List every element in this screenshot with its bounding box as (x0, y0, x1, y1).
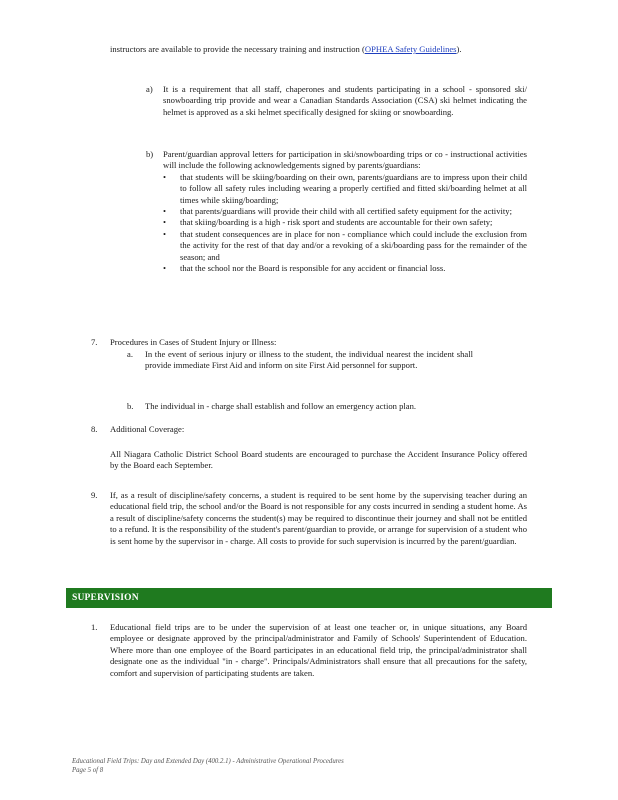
approval-letters-text: Parent/guardian approval letters for participation in ski/snowboarding trips or co - instructional activities will include the following acknowledgements signed by parents/guardians: (163, 149, 527, 171)
coverage-title: Additional Coverage: (110, 424, 185, 434)
supervision-text: Educational field trips are to be under the supervision of at least one teacher or, in unique situations, any Board employee or designate approved by the principal/administrator and Family of Schools' Superintendent of Education. Where more than one employee of the Board participates in an educational field trip, the principal/administrator shall designate one as the individual "in - charge". Principals/Administrators shall ensure that all precautions for the safety, comfort and supervision of participating students are taken. (110, 622, 527, 678)
intro-text-end: ). (456, 44, 462, 54)
approval-letters-block (163, 149, 527, 274)
footer-document-title: Educational Field Trips: Day and Extended Day (400.2.1) - Administrative Operational Procedures (72, 758, 344, 765)
procedures-a-marker: a. (127, 349, 133, 359)
item-b-marker: b) (146, 149, 154, 159)
list-item: • that skiing/boarding is a high - risk sport and students are accountable for their own safety; (163, 217, 527, 228)
list-item: • that the school nor the Board is responsible for any accident or financial loss. (163, 263, 527, 274)
helmet-requirement-text: It is a requirement that all staff, chaperones and students participating in a school - sponsored ski/ snowboarding trip provide and wear a Canadian Standards Association (CSA) ski helmet indicating the helmet is approved as a ski helmet specifically designed for skiing or snowboarding. (163, 84, 527, 117)
supervision-section-header: SUPERVISION (66, 588, 552, 608)
intro-text: instructors are available to provide the necessary training and instruction ( (110, 44, 365, 54)
procedures-title: Procedures in Cases of Student Injury or Illness: (110, 337, 277, 347)
intro-paragraph (110, 44, 527, 55)
page-footer (72, 757, 532, 775)
supervision-item-marker: 1. (91, 622, 98, 632)
coverage-text: All Niagara Catholic District School Board students are encouraged to purchase the Accident Insurance Policy offered by the Board each September. (110, 449, 527, 471)
acknowledgement-list (163, 172, 527, 275)
item-8-marker: 8. (91, 424, 98, 434)
discipline-text: If, as a result of discipline/safety concerns, a student is required to be sent home by the supervising teacher during an educational field trip, the school and/or the Board is not responsible for any costs incurred in sending a student home. As a result of discipline/safety concerns the student(s) may be required to discontinue their journey and shall not be entitled to a refund. It is the responsibility of the student's parent/guardian to provide, or arrange for supervision of a student who is sent home by the supervisor in - charge. All costs to provide for such supervision is incurred by the parent/guardian. (110, 490, 527, 546)
item-9-marker: 9. (91, 490, 98, 500)
procedures-b-marker: b. (127, 401, 134, 411)
procedures-b-text: The individual in - charge shall establish and follow an emergency action plan. (145, 401, 417, 411)
item-7-marker: 7. (91, 337, 98, 347)
ophea-guidelines-link[interactable]: OPHEA Safety Guidelines (364, 44, 457, 54)
list-item: • that student consequences are in place for non - compliance which could include the exclusion from the activity for the rest of that day and/or a revoking of a ski/boarding pass for the remainder of the season; and (163, 229, 527, 263)
list-item: • that parents/guardians will provide their child with all certified safety equipment for the activity; (163, 206, 527, 217)
footer-page-number: Page 5 of 8 (72, 767, 104, 774)
item-a-marker: a) (146, 84, 153, 94)
list-item: • that students will be skiing/boarding on their own, parents/guardians are to impress upon their child to follow all safety rules including wearing a properly certified and fitted ski/boarding helmet at all times while skiing/boarding; (163, 172, 527, 206)
procedures-a-text: In the event of serious injury or illness to the student, the individual nearest the incident shall provide immediate First Aid and inform on site First Aid personnel for support. (145, 349, 473, 371)
